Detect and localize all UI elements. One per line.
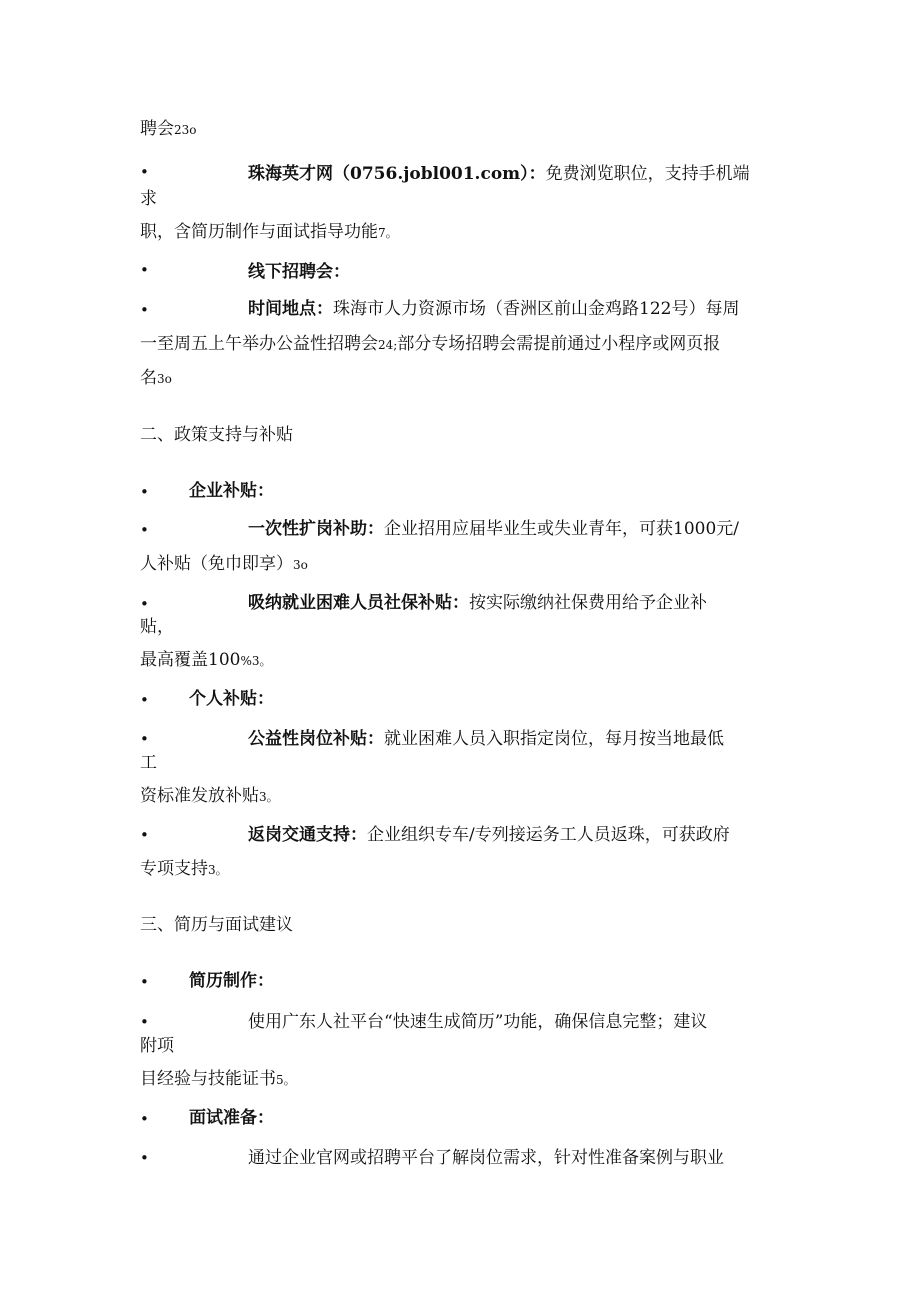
list-item: 个人补贴： <box>189 689 274 709</box>
list-item: 珠海英才网（0756.jobl001.com）：免费浏览职位，支持手机端 <box>248 164 750 184</box>
text-line: 一至周五上午举办公益性招聘会24;部分专场招聘会需提前通过小程序或网页报 <box>140 334 721 354</box>
list-item: 线下招聘会： <box>248 262 350 282</box>
bullet-icon: • <box>140 595 149 613</box>
list-item: 通过企业官网或招聘平台了解岗位需求，针对性准备案例与职业 <box>248 1148 724 1168</box>
list-item: 公益性岗位补贴：就业困难人员入职指定岗位，每月按当地最低 <box>248 729 724 749</box>
text-line: 求 <box>140 189 157 209</box>
bullet-icon: • <box>140 826 149 844</box>
text-line: 专项支持3。 <box>140 859 228 879</box>
bullet-icon: • <box>140 261 149 279</box>
text-line: 目经验与技能证书5。 <box>140 1069 296 1089</box>
bullet-icon: • <box>140 163 149 181</box>
text-line: 人补贴（免巾即享）3o <box>140 554 308 574</box>
text-line: 名3o <box>140 368 172 388</box>
text-line: 贴， <box>140 617 174 637</box>
text-line: 聘会23o <box>140 119 197 139</box>
section-heading: 二、政策支持与补贴 <box>140 425 293 445</box>
list-item: 企业补贴： <box>189 481 274 501</box>
text-line: 职，含简历制作与面试指导功能7。 <box>140 222 398 242</box>
list-item: 面试准备： <box>189 1108 274 1128</box>
list-item: 吸纳就业困难人员社保补贴：按实际缴纳社保费用给予企业补 <box>248 593 707 613</box>
bullet-icon: • <box>140 301 149 319</box>
list-item: 使用广东人社平台“快速生成简历”功能，确保信息完整；建议 <box>248 1012 708 1032</box>
bullet-icon: • <box>140 521 149 539</box>
list-item: 简历制作： <box>189 971 274 991</box>
bullet-icon: • <box>140 973 149 991</box>
text-line: 附项 <box>140 1036 174 1056</box>
section-heading: 三、简历与面试建议 <box>140 915 293 935</box>
bullet-icon: • <box>140 1110 149 1128</box>
list-item: 一次性扩岗补助：企业招用应届毕业生或失业青年，可获1000元/ <box>248 519 739 539</box>
text-line: 资标准发放补贴3。 <box>140 786 279 806</box>
bullet-icon: • <box>140 1013 149 1031</box>
bullet-icon: • <box>140 1149 149 1167</box>
bullet-icon: • <box>140 691 149 709</box>
text-line: 工 <box>140 753 157 773</box>
list-item: 返岗交通支持：企业组织专车/专列接运务工人员返珠，可获政府 <box>248 825 730 845</box>
text-line: 最高覆盖100%3。 <box>140 650 272 670</box>
bullet-icon: • <box>140 483 149 501</box>
bullet-icon: • <box>140 730 149 748</box>
list-item: 时间地点：珠海市人力资源市场（香洲区前山金鸡路122号）每周 <box>248 299 740 319</box>
